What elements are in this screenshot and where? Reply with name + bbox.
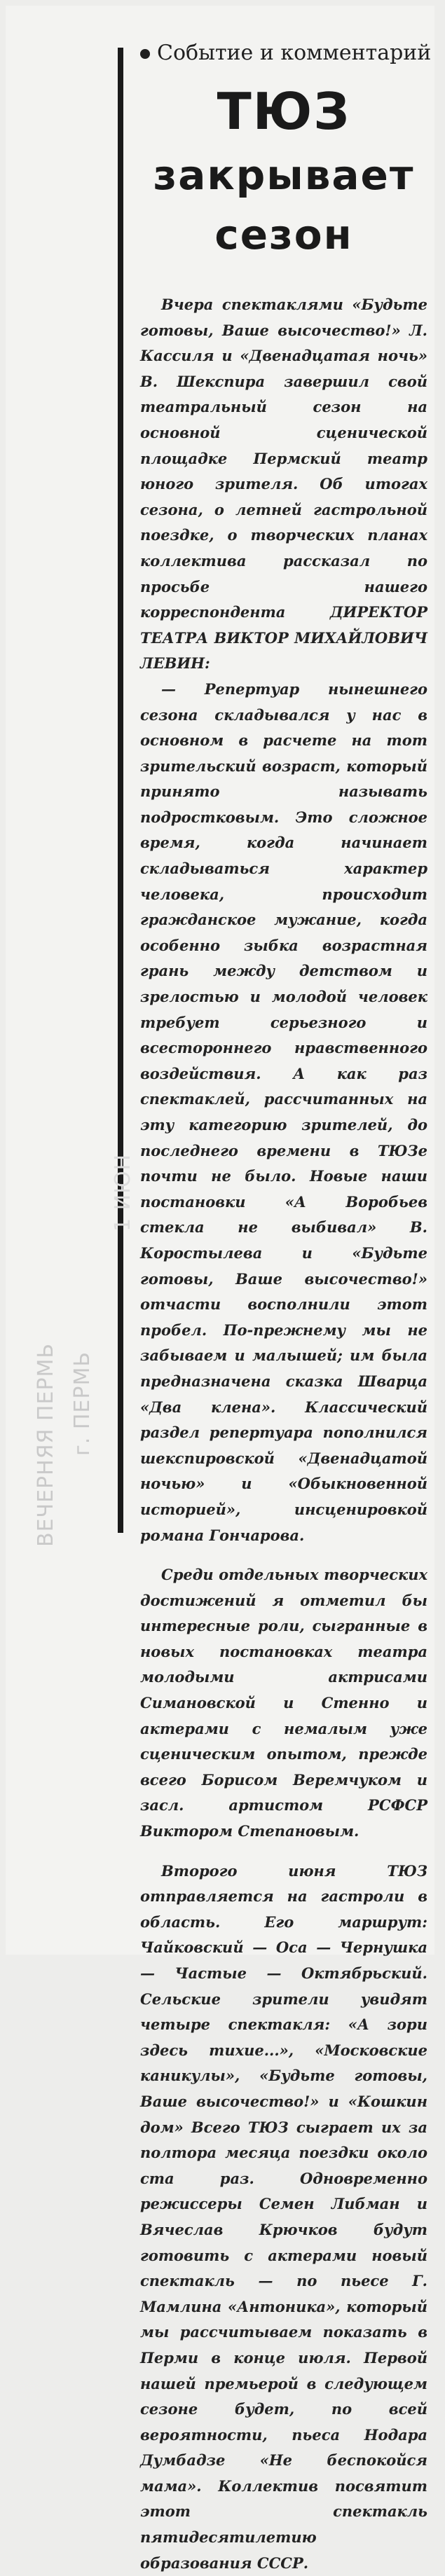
bullet-icon (140, 49, 150, 59)
headline-line-2: закрывает (153, 151, 415, 199)
column-rule (118, 48, 123, 1533)
rubric (140, 41, 432, 65)
stamp-newspaper-name: ВЕЧЕРНЯЯ ПЕРМЬ (34, 1342, 58, 1547)
article-lead (140, 292, 427, 677)
body-paragraph-1: — Репертуар нынешнего сезона складывался у нас в основном в расчете на тот зрительский возраст, который принято называть подростковым. Это сложное время, когда начинает складываться характер человека, происходит гражданское мужание, когда особенно зыбка возрастная грань между детством и зрелостью и молодой человек требует серьезного и всестороннего нравственного воздействия. А как раз спектаклей, рассчитанных на эту категорию зрителей, до последнего времени в ТЮЗе почти не было. Новые наши постановки «А Воробьев стекла не выбивал» В. Коростылева и «Будьте готовы, Ваше высочество!» отчасти восполнили этот пробел. По-прежнему мы не забываем и малышей; им была предназначена сказка Шварца «Два клена». Классический раздел репертуара пополнился шекспировской «Двенадцатой ночью» и «Обыкновенной историей», инсценировкой романа Гончарова. (140, 680, 427, 1544)
article-body (140, 677, 427, 2576)
body-paragraph-2: Среди отдельных творческих достижений я отметил бы интересные роли, сыгранные в новых постановках театра молодыми актрисами Симановской и Стенно и актерами с немалым уже сценическим опытом, прежде всего Борисом Веремчуком и засл. артистом РСФСР Виктором Степановым. (140, 1566, 427, 1840)
stamp-date: 1 ИЮН (111, 1153, 135, 1232)
headline-line-1: ТЮЗ (217, 82, 351, 141)
headline (140, 78, 427, 264)
newspaper-clipping (6, 6, 434, 2572)
stamp-city: г. ПЕРМЬ (70, 1351, 95, 1456)
headline-line-3: сезон (214, 211, 353, 259)
body-paragraph-3: Второго июня ТЮЗ отправляется на гастроли в область. Его маршрут: Чайковский — Оса — Чернушка — Частые — Октябрьский. Сельские зрители увидят четыре спектакля: «А зори здесь тихие...», «Московские каникулы», «Будьте готовы, Ваше высочество!» и «Кошкин дом» Всего ТЮЗ сыграет их за полтора месяца поездки около ста раз. Одновременно режиссеры Семен Либман и Вячеслав Крючков будут готовить с актерами новый спектакль — по пьесе Г. Мамлина «Антоника», который мы рассчитываем показать в Перми в конце июля. Первой нашей премьерой в следующем сезоне будет, по всей вероятности, пьеса Нодара Думбадзе «Не беспокойся мама». Коллектив посвятит этот спектакль пятидесятилетию образования СССР. (140, 1861, 427, 2572)
archive-stamp (6, 1014, 146, 1547)
lead-paragraph: Вчера спектаклями «Будьте готовы, Ваше высочество!» Л. Кассиля и «Двенадцатая ночь» В. Шекспира завершил свой театральный сезон на основной сценической площадке Пермский театр юного зрителя. Об итогах сезона, о летней гастрольной поездке, о творческих планах коллектива рассказал по просьбе нашего корреспондента ДИРЕКТОР ТЕАТРА ВИКТОР МИХАЙЛОВИЧ ЛЕВИН: (140, 296, 427, 673)
rubric-text: Событие и комментарий (157, 41, 432, 65)
article (140, 20, 432, 2576)
